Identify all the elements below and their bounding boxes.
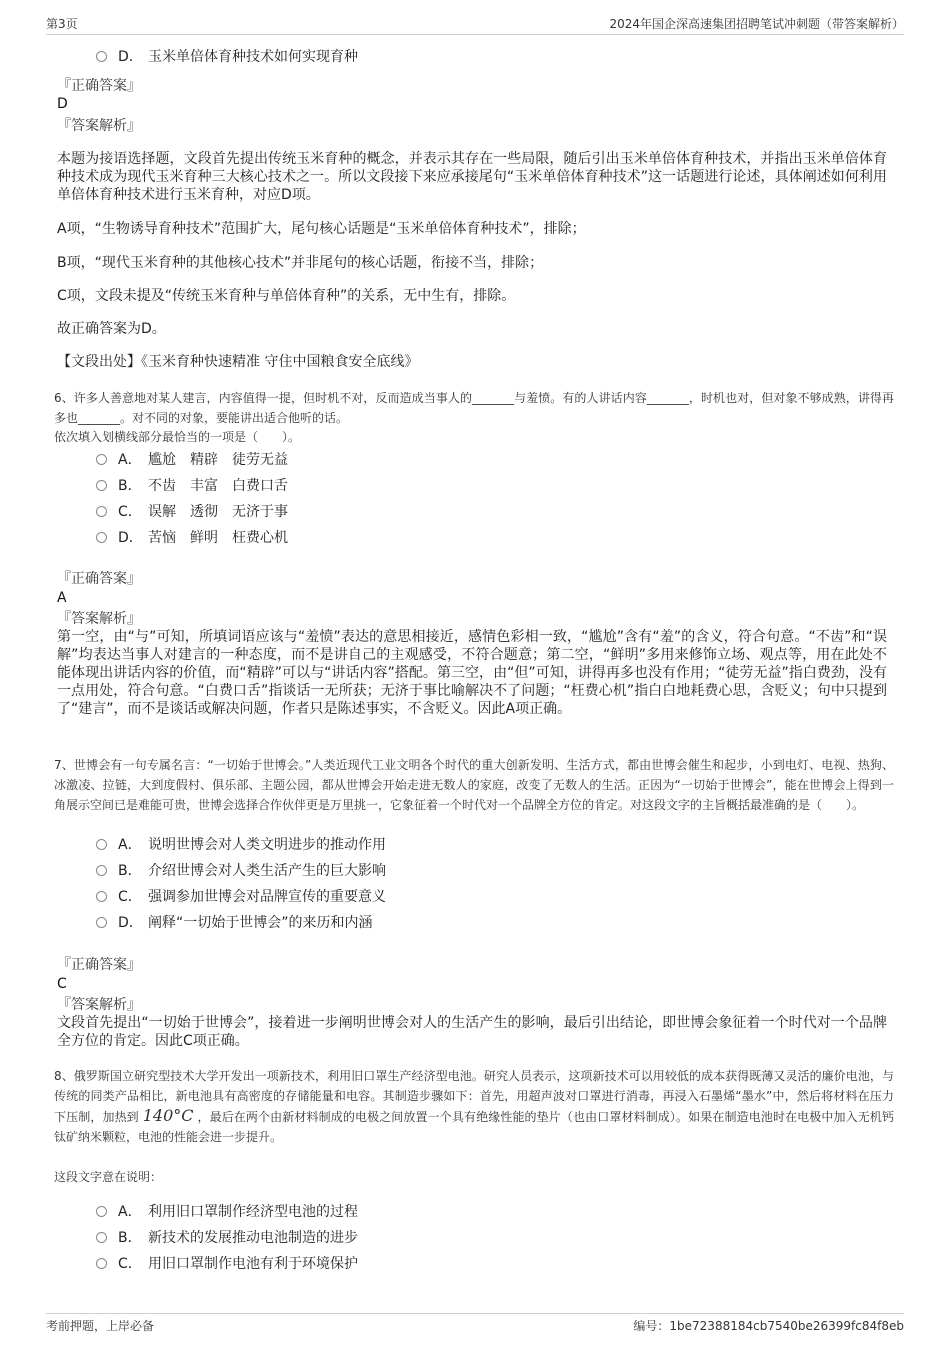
radio-icon[interactable]: [96, 1206, 107, 1217]
q7-analysis-label: 『答案解析』: [57, 997, 141, 1013]
q6-analysis: 第一空，由“与”可知，所填词语应该与“羞愤”表达的意思相接近，感情色彩相一致，“尴尬”含有“羞”的含义，符合句意。“不齿”和“误解”均表达当事人对建言的一种态度，而不是讲自己的主观感受，不符合题意；第二空，“鲜明”多用来修饰立场、观点等，用在此处不能体现出讲话内容的价值，而“精辟”可以与“讲话内容”搭配。第三空，由“但”可知，讲得再多也没有作用；“徒劳无益”指白费劲，没有一点用处，符合句意。“白费口舌”指谈话一无所获；无济于事比喻解决不了问题；“枉费心机”指白白地耗费心思，含贬义；句中只提到了“建言”，而不是谈话或解决问题，作者只是陈述事实，不含贬义。因此A项正确。: [57, 629, 887, 717]
q6-option-a[interactable]: A． 尴尬 精辟 徒劳无益: [96, 450, 288, 470]
page-header: [46, 14, 904, 35]
q5-analysis-p1: 本题为接语选择题，文段首先提出传统玉米育种的概念，并表示其存在一些局限，随后引出玉米单倍体育种技术，并指出玉米单倍体育种技术成为现代玉米育种三大核心技术之一。所以文段接下来应承接尾句“玉米单倍体育种技术”这一话题进行论述，具体阐述如何利用单倍体育种技术进行玉米育种，对应D项。: [57, 151, 887, 203]
q6-answer: A: [57, 590, 67, 606]
q8-ask: 这段文字意在说明：: [54, 1170, 163, 1184]
q6-option-d[interactable]: D． 苦恼 鲜明 枉费心机: [96, 528, 288, 548]
q7-correct-label: 『正确答案』: [57, 957, 141, 973]
radio-icon[interactable]: [96, 506, 107, 517]
temperature-value: 140°C: [142, 1106, 194, 1125]
q8-option-b[interactable]: B． 新技术的发展推动电池制造的进步: [96, 1228, 358, 1248]
radio-icon[interactable]: [96, 1232, 107, 1243]
q6-option-c[interactable]: C． 误解 透彻 无济于事: [96, 502, 288, 522]
footer-slogan: 考前押题，上岸必备: [46, 1319, 155, 1333]
q5-analysis-p3: B项，“现代玉米育种的其他核心技术”并非尾句的核心话题，衔接不当，排除；: [57, 255, 544, 271]
q5-correct-label: 『正确答案』: [57, 78, 141, 94]
page-footer: [46, 1313, 904, 1332]
radio-icon[interactable]: [96, 917, 107, 928]
q6-analysis-label: 『答案解析』: [57, 611, 141, 627]
q8-option-a[interactable]: A． 利用旧口罩制作经济型电池的过程: [96, 1202, 358, 1222]
q6-ask: 依次填入划横线部分最恰当的一项是（ ）。: [54, 430, 301, 444]
q5-option-d[interactable]: D． 玉米单倍体育种技术如何实现育种: [96, 47, 358, 67]
q5-analysis-label: 『答案解析』: [57, 118, 141, 134]
radio-icon[interactable]: [96, 532, 107, 543]
q8-option-c[interactable]: C． 用旧口罩制作电池有利于环境保护: [96, 1254, 358, 1274]
q7-option-d[interactable]: D． 阐释“一切始于世博会”的来历和内涵: [96, 913, 373, 933]
page-number: 第3页: [46, 17, 78, 31]
q5-source: 【文段出处】《玉米育种快速精准 守住中国粮食安全底线》: [57, 354, 419, 370]
q7-analysis: 文段首先提出“一切始于世博会”，接着进一步阐明世博会对人的生活产生的影响，最后引出结论，即世博会象征着一个时代对一个品牌全方位的肯定。因此C项正确。: [57, 1015, 887, 1049]
radio-icon[interactable]: [96, 1258, 107, 1269]
radio-icon[interactable]: [96, 480, 107, 491]
q8-stem: 8、俄罗斯国立研究型技术大学开发出一项新技术，利用旧口罩生产经济型电池。研究人员表示，这项新技术可以用较低的成本获得既薄又灵活的廉价电池，与传统的同类产品相比，新电池具有高密度的存储能量和电容。其制造步骤如下：首先，用超声波对口罩进行消毒，再浸入石墨烯“墨水”中，然后将材料在压力下压制，加热到 140°C ，最后在两个由新材料制成的电极之间放置一个具有绝缘性能的垫片（也由口罩材料制成）。如果在制造电池时在电极中加入无机钙钛矿纳米颗粒，电池的性能会进一步提升。: [54, 1069, 894, 1144]
radio-icon[interactable]: [96, 865, 107, 876]
q6-correct-label: 『正确答案』: [57, 571, 141, 587]
document-id: 编号：1be72388184cb7540be26399fc84f8eb: [633, 1319, 904, 1333]
q7-option-c[interactable]: C． 强调参加世博会对品牌宣传的重要意义: [96, 887, 386, 907]
q7-stem: 7、世博会有一句专属名言：“一切始于世博会。”人类近现代工业文明各个时代的重大创新发明、生活方式，都由世博会催生和起步，小到电灯、电视、热狗、冰激凌、拉链，大到度假村、俱乐部、主题公园，都从世博会开始走进无数人的家庭，改变了无数人的生活。正因为“一切始于世博会”，能在世博会上得到一角展示空间已是难能可贵，世博会选择合作伙伴更是万里挑一，它象征着一个时代对一个品牌全方位的肯定。对这段文字的主旨概括最准确的是（ ）。: [54, 758, 894, 812]
q7-answer: C: [57, 976, 67, 992]
q5-analysis-p5: 故正确答案为D。: [57, 321, 166, 337]
q7-option-a[interactable]: A． 说明世博会对人类文明进步的推动作用: [96, 835, 386, 855]
q6-option-b[interactable]: B． 不齿 丰富 白费口舌: [96, 476, 288, 496]
radio-icon[interactable]: [96, 454, 107, 465]
radio-icon[interactable]: [96, 891, 107, 902]
q5-answer: D: [57, 96, 68, 112]
q5-analysis-p4: C项，文段未提及“传统玉米育种与单倍体育种”的关系，无中生有，排除。: [57, 288, 516, 304]
q6-stem: 6、许多人善意地对某人建言，内容值得一提，但时机不对，反而造成当事人的_______与羞愤。有的人讲话内容_______，时机也对，但对象不够成熟，讲得再多也_______。对不同的对象，要能讲出适合他听的话。: [54, 391, 894, 425]
document-title: 2024年国企深高速集团招聘笔试冲刺题（带答案解析）: [609, 17, 904, 31]
q5-analysis-p2: A项，“生物诱导育种技术”范围扩大，尾句核心话题是“玉米单倍体育种技术”，排除；: [57, 221, 586, 237]
q7-option-b[interactable]: B． 介绍世博会对人类生活产生的巨大影响: [96, 861, 386, 881]
radio-icon[interactable]: [96, 51, 107, 62]
radio-icon[interactable]: [96, 839, 107, 850]
